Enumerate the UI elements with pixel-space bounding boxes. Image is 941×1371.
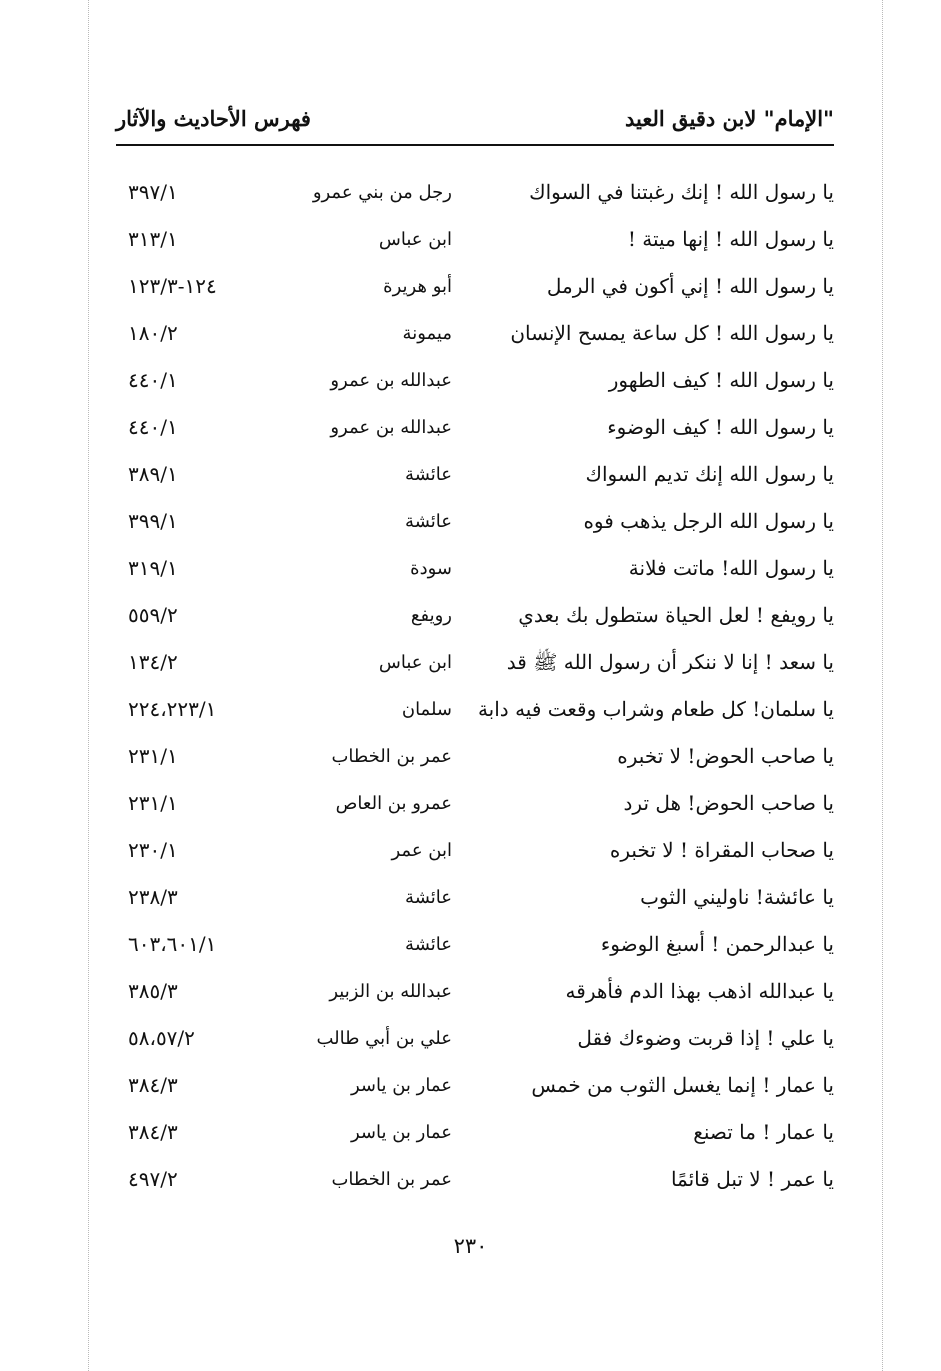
hadith-text: يا رسول الله ! إنك رغبتنا في السواك	[529, 180, 834, 204]
volume-page-reference: ٤٩٧/٢	[128, 1167, 178, 1191]
table-row	[116, 924, 834, 971]
narrator-name: ابن عباس	[378, 652, 452, 673]
hadith-text: يا صحاب المقراة ! لا تخبره	[609, 838, 834, 862]
volume-page-reference: ٢٣٠/١	[128, 838, 178, 862]
page-number: ٢٣٠	[453, 1234, 488, 1258]
narrator-name: رويفع	[410, 605, 452, 626]
volume-page-reference: ١٣٤/٢	[128, 650, 178, 674]
hadith-text: يا صاحب الحوض! هل ترد	[623, 791, 834, 815]
scan-margin-dots-left	[88, 0, 89, 1371]
table-row	[116, 736, 834, 783]
table-row	[116, 219, 834, 266]
hadith-text: يا سلمان! كل طعام وشراب وقعت فيه دابة	[477, 697, 834, 721]
hadith-text: يا رسول الله إنك تديم السواك	[585, 462, 834, 486]
narrator-name: عائشة	[405, 934, 452, 955]
hadith-text: يا عبدالله اذهب بهذا الدم فأهرقه	[565, 979, 834, 1003]
narrator-name: عبدالله بن عمرو	[330, 370, 452, 391]
hadith-text: يا رسول الله ! كيف الطهور	[608, 368, 834, 392]
hadith-text: يا صاحب الحوض! لا تخبره	[617, 744, 834, 768]
table-row	[116, 1065, 834, 1112]
hadith-text: يا سعد ! إنا لا ننكر أن رسول الله ﷺ قد	[506, 650, 834, 674]
narrator-name: عائشة	[405, 887, 452, 908]
volume-page-reference: ٣١٩/١	[128, 556, 178, 580]
volume-page-reference: ٣٩٩/١	[128, 509, 178, 533]
hadith-text: يا عمار ! إنما يغسل الثوب من خمس	[531, 1073, 834, 1097]
hadith-text: يا عبدالرحمن ! أسبغ الوضوء	[600, 932, 834, 956]
table-row	[116, 642, 834, 689]
narrator-name: عائشة	[405, 511, 452, 532]
narrator-name: عبدالله بن الزبير	[329, 981, 452, 1002]
hadith-text: يا رسول الله الرجل يذهب فوه	[583, 509, 834, 533]
volume-page-reference: ٢٣١/١	[128, 791, 178, 815]
page-header	[116, 102, 834, 146]
hadith-text: يا علي ! إذا قربت وضوءك فقل	[577, 1026, 834, 1050]
table-row	[116, 172, 834, 219]
volume-page-reference: ٢٣٨/٣	[128, 885, 178, 909]
hadith-index-table	[116, 172, 834, 1206]
hadith-text: يا رسول الله ! كيف الوضوء	[607, 415, 834, 439]
hadith-text: يا عائشة! ناوليني الثوب	[640, 885, 834, 909]
table-row	[116, 783, 834, 830]
narrator-name: عمار بن ياسر	[351, 1075, 452, 1096]
volume-page-reference: ١٢٤-١٢٣/٣	[128, 274, 217, 298]
table-row	[116, 1018, 834, 1065]
volume-page-reference: ٦٠٣،٦٠١/١	[128, 932, 217, 956]
scan-margin-dots-right	[882, 0, 883, 1371]
hadith-text: يا رسول الله ! إنها ميتة !	[627, 227, 834, 251]
narrator-name: سودة	[410, 558, 452, 579]
narrator-name: ميمونة	[402, 323, 452, 344]
narrator-name: ابن عمر	[391, 840, 452, 861]
section-title: فهرس الأحاديث والآثار	[116, 106, 311, 131]
volume-page-reference: ٢٣١/١	[128, 744, 178, 768]
narrator-name: ابن عباس	[378, 229, 452, 250]
table-row	[116, 689, 834, 736]
table-row	[116, 971, 834, 1018]
table-row	[116, 548, 834, 595]
table-row	[116, 454, 834, 501]
narrator-name: عمار بن ياسر	[351, 1122, 452, 1143]
narrator-name: عمر بن الخطاب	[331, 1169, 452, 1190]
hadith-text: يا عمر ! لا تبل قائمًا	[670, 1167, 834, 1191]
volume-page-reference: ٥٨،٥٧/٢	[128, 1026, 195, 1050]
table-row	[116, 877, 834, 924]
table-row	[116, 313, 834, 360]
volume-page-reference: ٥٥٩/٢	[128, 603, 178, 627]
volume-page-reference: ٣١٣/١	[128, 227, 178, 251]
table-row	[116, 501, 834, 548]
table-row	[116, 1159, 834, 1206]
narrator-name: علي بن أبي طالب	[316, 1028, 452, 1049]
table-row	[116, 1112, 834, 1159]
narrator-name: عبدالله بن عمرو	[330, 417, 452, 438]
table-row	[116, 360, 834, 407]
table-row	[116, 266, 834, 313]
book-title: "الإمام" لابن دقيق العيد	[624, 106, 834, 131]
hadith-text: يا رسول الله ! كل ساعة يمسح الإنسان	[510, 321, 834, 345]
table-row	[116, 407, 834, 454]
volume-page-reference: ٣٨٥/٣	[128, 979, 178, 1003]
narrator-name: أبو هريرة	[383, 276, 452, 297]
hadith-text: يا رويفع ! لعل الحياة ستطول بك بعدي	[518, 603, 834, 627]
volume-page-reference: ٣٨٤/٣	[128, 1120, 178, 1144]
volume-page-reference: ٣٩٧/١	[128, 180, 178, 204]
volume-page-reference: ٤٤٠/١	[128, 368, 178, 392]
narrator-name: سلمان	[401, 699, 452, 720]
hadith-text: يا رسول الله ! إني أكون في الرمل	[546, 274, 834, 298]
volume-page-reference: ٢٢٤،٢٢٣/١	[128, 697, 217, 721]
volume-page-reference: ٤٤٠/١	[128, 415, 178, 439]
volume-page-reference: ٣٨٤/٣	[128, 1073, 178, 1097]
narrator-name: عمرو بن العاص	[335, 793, 452, 814]
narrator-name: عائشة	[405, 464, 452, 485]
hadith-text: يا عمار ! ما تصنع	[693, 1120, 834, 1144]
hadith-text: يا رسول الله! ماتت فلانة	[628, 556, 834, 580]
volume-page-reference: ٣٨٩/١	[128, 462, 178, 486]
volume-page-reference: ١٨٠/٢	[128, 321, 178, 345]
narrator-name: عمر بن الخطاب	[331, 746, 452, 767]
table-row	[116, 595, 834, 642]
table-row	[116, 830, 834, 877]
narrator-name: رجل من بني عمرو	[312, 182, 452, 203]
